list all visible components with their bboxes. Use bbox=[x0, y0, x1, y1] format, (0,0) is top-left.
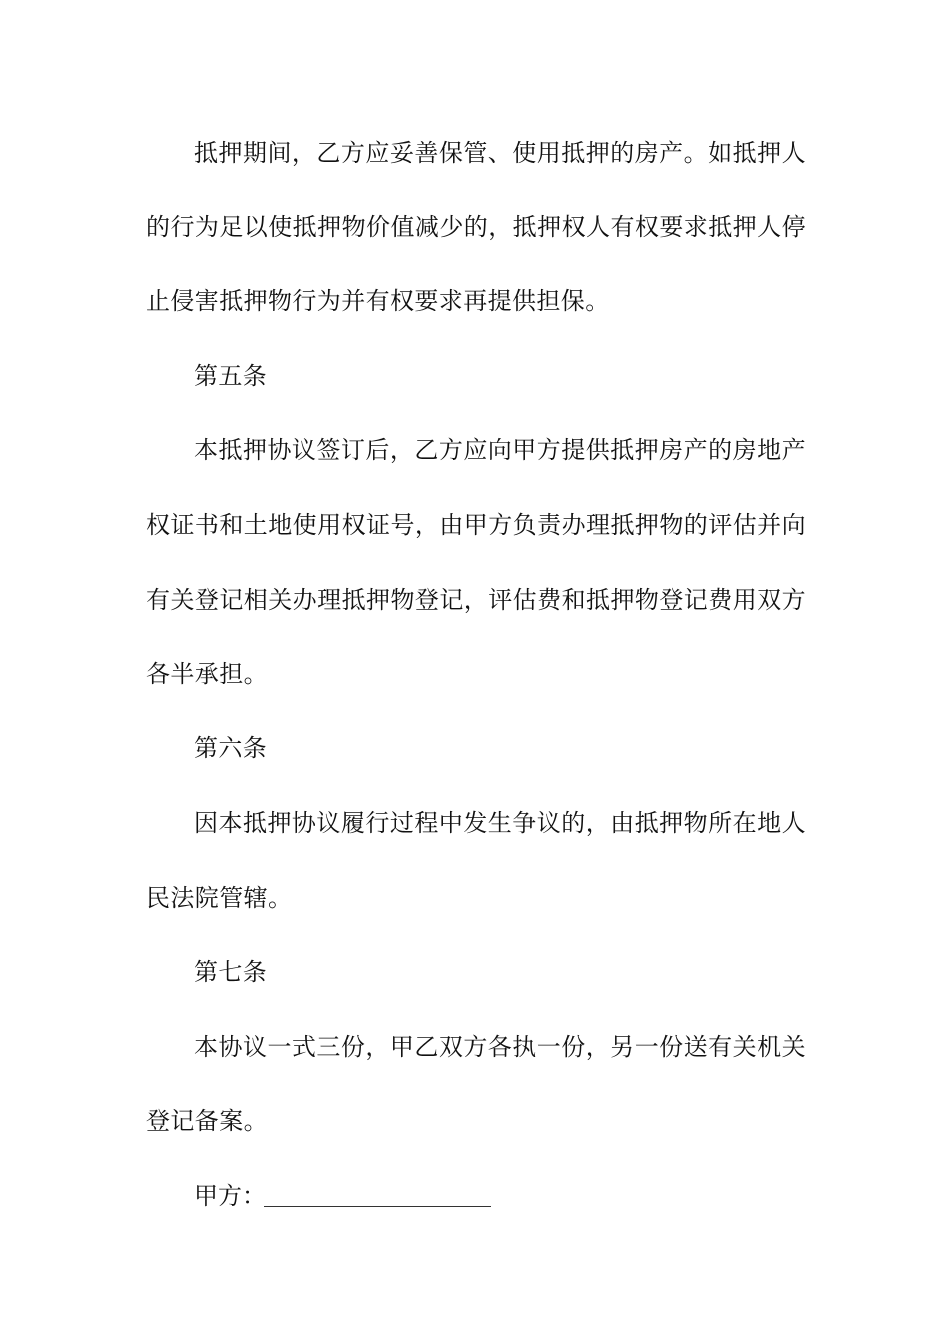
article-6-line-1: 因本抵押协议履行过程中发生争议的，由抵押物所在地人 bbox=[194, 809, 806, 837]
paragraph-1-line-1: 抵押期间，乙方应妥善保管、使用抵押的房产。如抵押人 bbox=[194, 139, 806, 167]
article-5-line-1: 本抵押协议签订后，乙方应向甲方提供抵押房产的房地产 bbox=[194, 436, 806, 464]
party-a-label: 甲方： bbox=[194, 1182, 266, 1210]
article-5-line-4: 各半承担。 bbox=[146, 660, 268, 688]
paragraph-1-line-3: 止侵害抵押物行为并有权要求再提供担保。 bbox=[146, 287, 610, 315]
article-5-line-2: 权证书和土地使用权证号，由甲方负责办理抵押物的评估并向 bbox=[146, 511, 806, 539]
article-5-heading: 第五条 bbox=[194, 362, 268, 390]
party-a-signature-line bbox=[264, 1206, 491, 1207]
article-7-line-2: 登记备案。 bbox=[146, 1107, 268, 1135]
article-7-heading: 第七条 bbox=[194, 958, 268, 986]
article-6-line-2: 民法院管辖。 bbox=[146, 884, 293, 912]
paragraph-1-line-2: 的行为足以使抵押物价值减少的，抵押权人有权要求抵押人停 bbox=[146, 213, 806, 241]
article-5-line-3: 有关登记相关办理抵押物登记，评估费和抵押物登记费用双方 bbox=[146, 586, 806, 614]
article-7-line-1: 本协议一式三份，甲乙双方各执一份，另一份送有关机关 bbox=[194, 1033, 806, 1061]
article-6-heading: 第六条 bbox=[194, 734, 268, 762]
